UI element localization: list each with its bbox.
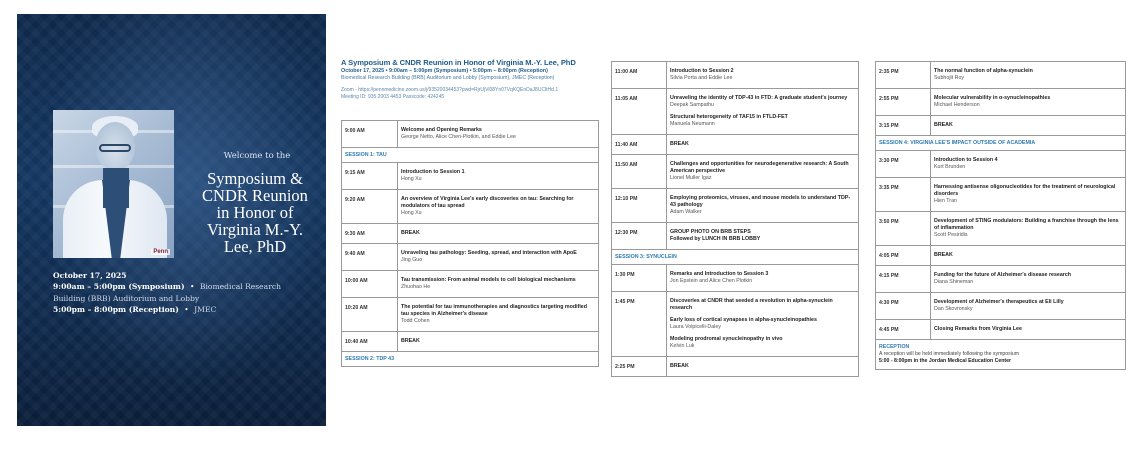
talk <box>670 141 854 148</box>
session-label: SESSION 1: TAU <box>342 148 599 163</box>
schedule-row <box>876 320 1126 340</box>
talk <box>401 277 594 291</box>
talk <box>670 236 854 243</box>
talk-title: GROUP PHOTO ON BRB STEPS <box>670 229 751 235</box>
time-cell: 1:45 PM <box>612 292 667 357</box>
schedule-row <box>876 62 1126 89</box>
talk-title: The normal function of alpha-synuclein <box>934 68 1033 74</box>
talk <box>934 157 1121 171</box>
session-cell <box>931 320 1126 340</box>
reception-label: RECEPTION <box>879 344 910 350</box>
session-label: SESSION 4: VIRGINIA LEE'S IMPACT OUTSIDE OF ACADEMIA <box>876 136 1126 151</box>
time-cell: 11:00 AM <box>612 62 667 89</box>
talk <box>670 68 854 82</box>
session-cell <box>667 223 859 250</box>
reception-text: A reception will be held immediately following the symposium <box>879 351 1020 357</box>
program-title: A Symposium & CNDR Reunion in Honor of Virginia M.-Y. Lee, PhD <box>341 58 576 67</box>
symposium-venue-cont: Building (BRB) Auditorium and Lobby <box>53 293 200 303</box>
schedule-row <box>612 189 859 223</box>
speaker-name: Deepak Sampathu <box>670 102 714 108</box>
session-header-row <box>342 148 599 163</box>
talk <box>934 184 1121 205</box>
talk <box>670 95 854 109</box>
session-cell <box>398 244 599 271</box>
speaker-name: Manuela Neumann <box>670 121 715 127</box>
talk <box>401 196 594 217</box>
talk-title: Unraveling the identity of TDP-43 in FTD: A graduate student's journey <box>670 95 848 101</box>
session-header-row <box>342 352 599 367</box>
time-cell: 12:30 PM <box>612 223 667 250</box>
schedule-row <box>342 121 599 148</box>
schedule-row <box>612 265 859 292</box>
talk-title: Early loss of cortical synapses in alpha-synucleinopathies <box>670 317 817 323</box>
schedule-row <box>876 293 1126 320</box>
talk <box>670 271 854 285</box>
schedule-row <box>342 298 599 332</box>
talk-title: Funding for the future of Alzheimer's disease research <box>934 272 1072 278</box>
speaker-name: Michael Henderson <box>934 102 980 108</box>
session-cell <box>667 357 859 377</box>
schedule-table <box>875 61 1126 370</box>
time-cell: 3:30 PM <box>876 151 931 178</box>
reception-venue: JMEC <box>194 305 217 315</box>
talk-title: Welcome and Opening Remarks <box>401 127 482 133</box>
talk <box>401 230 594 237</box>
speaker-name: Subhojit Roy <box>934 75 965 81</box>
symposium-time: 9:00am – 5:00pm (Symposium) <box>53 282 185 292</box>
bullet-icon: • <box>184 305 189 315</box>
speaker-name: Hien Tran <box>934 198 957 204</box>
talk <box>670 229 854 236</box>
talk <box>670 161 854 182</box>
schedule-row <box>612 223 859 250</box>
talk-title: BREAK <box>401 230 420 236</box>
time-cell: 10:20 AM <box>342 298 398 332</box>
session-cell <box>667 265 859 292</box>
schedule-row <box>876 116 1126 136</box>
time-cell: 2:25 PM <box>612 357 667 377</box>
session-cell <box>931 62 1126 89</box>
time-cell: 3:15 PM <box>876 116 931 136</box>
talk-title: Harnessing antisense oligonucleotides for the treatment of neurological disorders <box>934 184 1116 197</box>
speaker-name: Hong Xu <box>401 210 422 216</box>
event-details <box>53 270 313 316</box>
talk-title: Development of STING modulators: Building a franchise through the lens of inflammation <box>934 218 1119 231</box>
speaker-name: Hong Xu <box>401 176 422 182</box>
talk-title: Employing proteomics, viruses, and mouse models to understand TDP-43 pathology <box>670 195 851 208</box>
cover-title: Symposium & CNDR Reunion in Honor of Virginia M.-Y. Lee, PhD <box>202 169 308 256</box>
program-header <box>341 58 601 100</box>
welcome-text: Welcome to the <box>223 151 291 161</box>
schedule-row <box>342 224 599 244</box>
time-cell: 4:30 PM <box>876 293 931 320</box>
schedule-row <box>612 357 859 377</box>
time-cell: 3:35 PM <box>876 178 931 212</box>
schedule-row <box>876 89 1126 116</box>
speaker-name: Laura Volpicelli-Daley <box>670 324 721 330</box>
reception-time: 5:00pm – 8:00pm (Reception) <box>53 305 179 315</box>
talk <box>401 250 594 264</box>
bullet-icon: • <box>189 282 195 292</box>
talk-title: An overview of Virginia Lee's early discoveries on tau: Searching for modulators of tau spread <box>401 196 574 209</box>
talk <box>934 299 1121 313</box>
time-cell: 9:30 AM <box>342 224 398 244</box>
symposium-venue: Biomedical Research <box>199 282 281 292</box>
talk-title: BREAK <box>934 252 953 258</box>
program-page-2 <box>608 14 860 426</box>
talk <box>670 363 854 370</box>
session-cell <box>931 151 1126 178</box>
reception-row <box>876 340 1126 370</box>
schedule-row <box>342 332 599 352</box>
talk-title: Structural heterogeneity of TAF15 in FTLD-FET <box>670 114 788 120</box>
program-venue: Biomedical Research Building (BRB) Auditorium and Lobby (Symposium), JMEC (Reception) <box>341 75 555 81</box>
talk-title: Challenges and opportunities for neurodegenerative research: A South American perspective <box>670 161 849 174</box>
time-cell: 11:05 AM <box>612 89 667 135</box>
event-date: October 17, 2025 <box>53 271 127 280</box>
session-cell <box>667 89 859 135</box>
talk <box>670 317 854 331</box>
speaker-name: Dan Skovronsky <box>934 306 973 312</box>
talk-title: BREAK <box>401 338 420 344</box>
time-cell: 11:40 AM <box>612 135 667 155</box>
time-cell: 2:55 PM <box>876 89 931 116</box>
talk <box>934 252 1121 259</box>
time-cell: 9:40 AM <box>342 244 398 271</box>
talk <box>934 68 1121 82</box>
schedule-table <box>341 120 599 367</box>
schedule-row <box>342 244 599 271</box>
speaker-name: George Netto, Alice Chen-Plotkin, and Eddie Lee <box>401 134 516 140</box>
schedule-row <box>612 292 859 357</box>
program-page-3 <box>872 14 1128 426</box>
session-cell <box>931 212 1126 246</box>
session-cell <box>931 246 1126 266</box>
session-header-row <box>612 250 859 265</box>
speaker-name: Zhuohao He <box>401 284 431 290</box>
speaker-name: Scott Pesiridis <box>934 232 968 238</box>
cover-flyer <box>17 14 326 426</box>
session-cell <box>931 178 1126 212</box>
session-label: SESSION 2: TDP 43 <box>342 352 599 367</box>
schedule-row <box>612 155 859 189</box>
session-cell <box>398 190 599 224</box>
talk-title: BREAK <box>934 122 953 128</box>
time-cell: 4:45 PM <box>876 320 931 340</box>
schedule-table <box>611 61 859 377</box>
session-cell <box>398 298 599 332</box>
talk-title: Development of Alzheimer's therapeutics at Eli Lilly <box>934 299 1064 305</box>
talk <box>670 298 854 312</box>
program-page-1 <box>338 14 600 426</box>
talk-title: Discoveries at CNDR that seeded a revolution in alpha-synuclein research <box>670 298 833 311</box>
reception-time: 5:00 - 8:00pm in the Jordan Medical Education Center <box>879 358 1012 364</box>
schedule-row <box>876 178 1126 212</box>
talk <box>670 114 854 128</box>
talk-title: Followed by LUNCH IN BRB LOBBY <box>670 236 761 242</box>
session-cell <box>667 155 859 189</box>
session-cell <box>398 271 599 298</box>
speaker-name: Jon Epstein and Alice Chen Plotkin <box>670 278 753 284</box>
talk <box>670 195 854 216</box>
talk <box>401 127 594 141</box>
schedule-row <box>876 212 1126 246</box>
talk-title: Molecular vulnerability in α-synucleinopathies <box>934 95 1051 101</box>
time-cell: 4:15 PM <box>876 266 931 293</box>
schedule-row <box>876 266 1126 293</box>
schedule-row <box>342 163 599 190</box>
talk <box>401 304 594 325</box>
time-cell: 9:15 AM <box>342 163 398 190</box>
time-cell: 3:50 PM <box>876 212 931 246</box>
session-cell <box>667 292 859 357</box>
schedule-row <box>612 62 859 89</box>
time-cell: 9:20 AM <box>342 190 398 224</box>
speaker-name: Diana Shineman <box>934 279 974 285</box>
talk-title: Introduction to Session 4 <box>934 157 998 163</box>
program-dates: October 17, 2025 • 9:00am – 5:00pm (Symposium) • 5:00pm – 8:00pm (Reception) <box>341 68 548 74</box>
meeting-id: Meeting ID: 935 2003 4453 Passcode: 424245 <box>341 94 445 100</box>
speaker-name: Lionel Muller Igaz <box>670 175 712 181</box>
session-cell <box>667 62 859 89</box>
speaker-name: Kurt Brunden <box>934 164 966 170</box>
talk-title: Unraveling tau pathology: Seeding, spread, and interaction with ApoE <box>401 250 577 256</box>
session-cell <box>667 135 859 155</box>
time-cell: 11:50 AM <box>612 155 667 189</box>
talk <box>934 326 1121 333</box>
talk <box>934 218 1121 239</box>
honoree-photo <box>53 110 174 258</box>
talk <box>934 95 1121 109</box>
talk <box>934 272 1121 286</box>
speaker-name: Todd Cohen <box>401 318 430 324</box>
schedule-row <box>876 246 1126 266</box>
talk <box>934 122 1121 129</box>
schedule-row <box>342 190 599 224</box>
speaker-name: Silvia Porta and Eddie Lee <box>670 75 733 81</box>
session-cell <box>398 121 599 148</box>
talk-title: BREAK <box>670 363 689 369</box>
zoom-link[interactable]: Zoom - https://pennmedicine.zoom.us/j/93520034453?pwd=RjrUjVi08Yn07VqKQEnDaJ8UCltHd.1 <box>341 87 559 93</box>
schedule-row <box>876 151 1126 178</box>
time-cell: 10:40 AM <box>342 332 398 352</box>
time-cell: 9:00 AM <box>342 121 398 148</box>
schedule-row <box>612 135 859 155</box>
session-cell <box>931 266 1126 293</box>
session-cell <box>398 163 599 190</box>
schedule-row <box>612 89 859 135</box>
talk <box>401 338 594 345</box>
speaker-name: Kelvin Luk <box>670 343 695 349</box>
session-cell <box>398 332 599 352</box>
session-cell <box>398 224 599 244</box>
session-cell <box>931 293 1126 320</box>
session-cell <box>931 89 1126 116</box>
session-cell <box>667 189 859 223</box>
talk-title: Introduction to Session 1 <box>401 169 465 175</box>
time-cell: 12:10 PM <box>612 189 667 223</box>
schedule-row <box>342 271 599 298</box>
time-cell: 2:35 PM <box>876 62 931 89</box>
speaker-name: Adam Walker <box>670 209 702 215</box>
speaker-name: Jing Guo <box>401 257 423 263</box>
talk <box>401 169 594 183</box>
talk-title: The potential for tau immunotherapies and diagnostics targeting modified tau species in Alzheimer's disease <box>401 304 587 317</box>
session-label: SESSION 3: SYNUCLEIN <box>612 250 859 265</box>
time-cell: 1:30 PM <box>612 265 667 292</box>
time-cell: 10:00 AM <box>342 271 398 298</box>
talk-title: Modeling prodromal synucleinopathy in vivo <box>670 336 783 342</box>
talk-title: Introduction to Session 2 <box>670 68 734 74</box>
penn-logo: Penn <box>153 249 168 255</box>
glasses-icon <box>99 144 131 152</box>
talk-title: BREAK <box>670 141 689 147</box>
session-header-row <box>876 136 1126 151</box>
talk <box>670 336 854 350</box>
talk-title: Tau transmission: From animal models to cell biological mechanisms <box>401 277 576 283</box>
talk-title: Remarks and Introduction to Session 3 <box>670 271 769 277</box>
session-cell <box>931 116 1126 136</box>
time-cell: 4:05 PM <box>876 246 931 266</box>
talk-title: Closing Remarks from Virginia Lee <box>934 326 1022 332</box>
